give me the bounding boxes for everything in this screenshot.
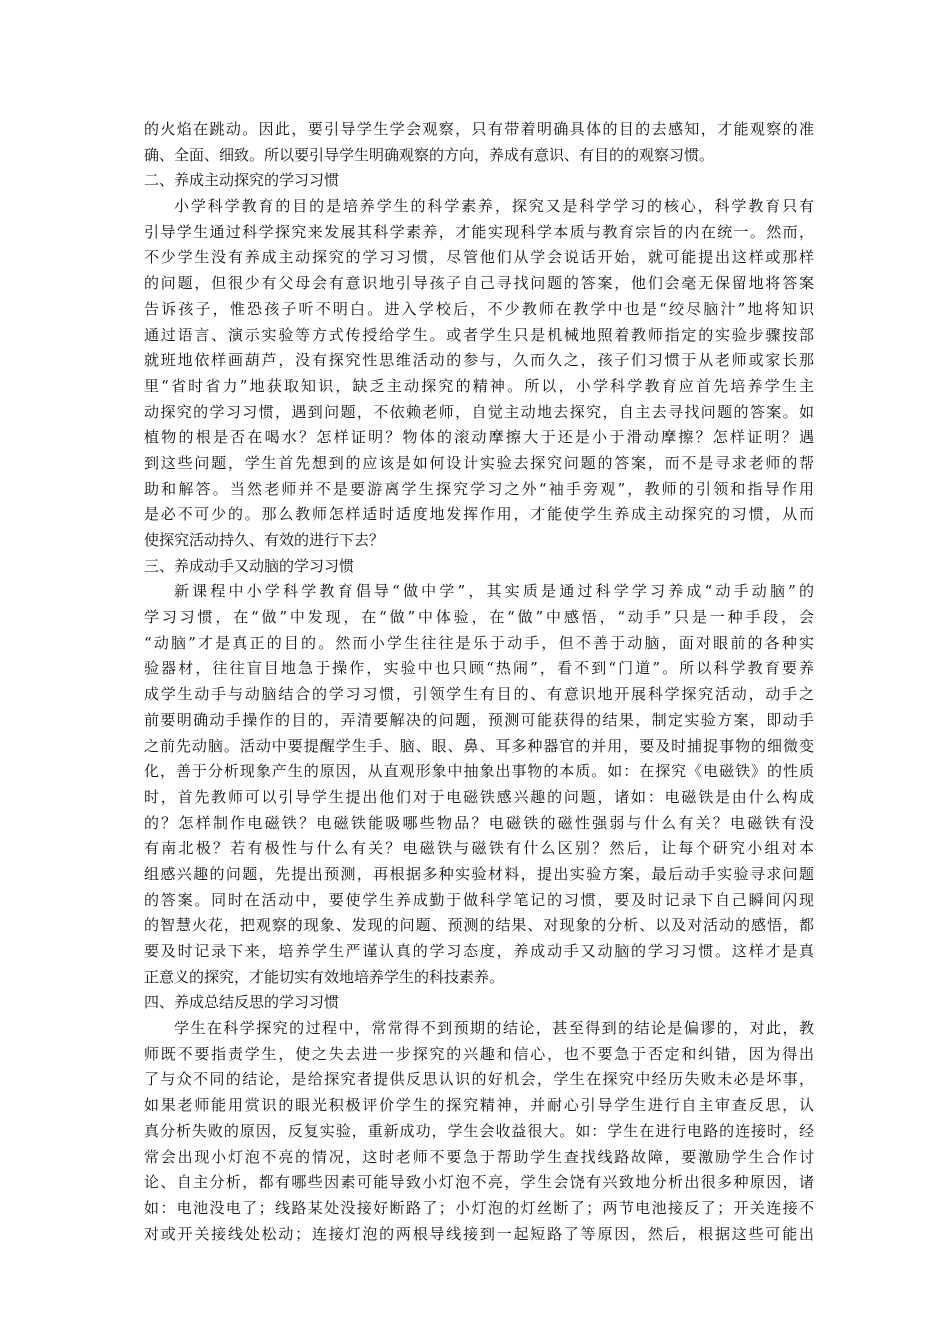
text-line: 如果老师能用赏识的眼光积极评价学生的探究精神，并耐心引导学生进行自主审查反思，认 [144, 1096, 814, 1115]
text-line: 动探究的学习习惯，遇到问题，不依赖老师，自觉主动地去探究，自主去寻找问题的答案。如 [144, 402, 814, 421]
text-line: 对或开关接线处松动；连接灯泡的两根导线接到一起短路了等原因，然后，根据这些可能出 [144, 1224, 814, 1243]
document-body [144, 117, 814, 1247]
text-line: 使探究活动持久、有效的进行下去？ [144, 531, 385, 549]
text-line: 了与众不同的结论，是给探究者提供反思认识的好机会，学生在探究中经历失败未必是坏事， [144, 1070, 814, 1089]
text-line: 如：电池没电了；线路某处没接好断路了；小灯泡的灯丝断了；两节电池接反了；开关连接不 [144, 1198, 814, 1217]
text-line: 要及时记录下来，培养学生严谨认真的学习态度，养成动手又动脑的学习习惯。这样才是真 [144, 942, 814, 960]
text-line: 真分析失败的原因，反复实验，重新成功，学生会收益很大。如：学生在进行电路的连接时，经 [144, 1121, 814, 1140]
text-line: 正意义的探究，才能切实有效地培养学生的科技素养。 [144, 967, 505, 986]
text-line: 到这些问题，学生首先想到的应该是如何设计实验去探究问题的答案，而不是寻求老师的帮 [144, 453, 814, 472]
text-line: 组感兴趣的问题，先提出预测，再根据多种实验材料，提出实验方案，最后动手实验寻求问题 [144, 864, 814, 883]
text-line: 新课程中小学科学教育倡导“做中学”，其实质是通过科学学习养成“动手动脑”的 [174, 582, 814, 601]
text-line: 的问题，但很少有父母会有意识地引导孩子自己寻找问题的答案，他们会毫无保留地将答案 [144, 274, 814, 293]
text-line: 告诉孩子，惟恐孩子听不明白。进入学校后，不少教师在教学中也是“绞尽脑汁”地将知识 [144, 299, 814, 318]
text-line: 助和解答。当然老师并不是要游离学生探究学习之外“袖手旁观”，教师的引领和指导作用 [144, 479, 814, 498]
text-line: 不少学生没有养成主动探究的学习习惯，尽管他们从学会说话开始，就可能提出这样或那样 [144, 248, 814, 267]
text-line: 植物的根是否在喝水？怎样证明？物体的滚动摩擦大于还是小于滑动摩擦？怎样证明？遇 [144, 428, 814, 447]
text-line: 里“省时省力”地获取知识，缺乏主动探究的精神。所以，小学科学教育应首先培养学生主 [144, 376, 814, 395]
text-line: 确、全面、细致。所以要引导学生明确观察的方向，养成有意识、有目的的观察习惯。 [144, 145, 715, 164]
text-line: 的火焰在跳动。因此，要引导学生学会观察，只有带着明确具体的目的去感知，才能观察的准 [144, 120, 814, 138]
text-line: 的智慧火花，把观察的现象、发现的问题、预测的结果、对现象的分析、以及对活动的感悟，都 [144, 916, 814, 935]
text-line: 之前先动脑。活动中要提醒学生手、脑、眼、鼻、耳多种器官的并用，要及时捕捉事物的细微变 [144, 736, 814, 755]
text-line: 学生在科学探究的过程中，常常得不到预期的结论，甚至得到的结论是偏谬的，对此，教 [174, 1019, 814, 1038]
text-line: 师既不要指责学生，使之失去进一步探究的兴趣和信心，也不要急于否定和纠错，因为得出 [144, 1044, 814, 1063]
paragraph [144, 194, 814, 554]
section-heading: 三、养成动手又动脑的学习习惯 [144, 556, 355, 575]
text-line: 论、自主分析，都有哪些因素可能导致小灯泡不亮，学生会饶有兴致地分析出很多种原因，诸 [144, 1173, 814, 1192]
text-line: 的？怎样制作电磁铁？电磁铁能吸哪些物品？电磁铁的磁性强弱与什么有关？电磁铁有没 [144, 813, 814, 832]
text-line: 验器材，往往盲目地急于操作，实验中也只顾“热闹”，看不到“门道”。所以科学教育要养 [144, 659, 814, 678]
text-line: 前要明确动手操作的目的，弄清要解决的问题，预测可能获得的结果，制定实验方案，即动手 [144, 710, 814, 729]
text-line: 小学科学教育的目的是培养学生的科学素养，探究又是科学学习的核心，科学教育只有 [174, 197, 814, 216]
paragraph [144, 1016, 814, 1247]
section-heading: 四、养成总结反思的学习习惯 [144, 993, 340, 1012]
section-heading: 二、养成主动探究的学习习惯 [144, 171, 340, 190]
text-line: 常会出现小灯泡不亮的情况，这时老师不要急于帮助学生查找线路故障，要激励学生合作讨 [144, 1147, 814, 1166]
text-line: 化，善于分析现象产生的原因，从直观形象中抽象出事物的本质。如：在探究《电磁铁》的性质 [144, 762, 814, 781]
text-line: 是必不可少的。那么教师怎样适时适度地发挥作用，才能使学生养成主动探究的习惯，从而 [144, 505, 814, 524]
text-line: 有南北极？若有极性与什么有关？电磁铁与磁铁有什么区别？然后，让每个研究小组对本 [144, 839, 814, 858]
paragraph [144, 579, 814, 990]
text-line: “动脑”才是真正的目的。然而小学生往往是乐于动手，但不善于动脑，面对眼前的各种实 [144, 633, 814, 652]
paragraph-continuation [144, 117, 814, 168]
text-line: 通过语言、演示实验等方式传授给学生。或者学生只是机械地照着教师指定的实验步骤按部 [144, 325, 814, 344]
text-line: 就班地依样画葫芦，没有探究性思维活动的参与，久而久之，孩子们习惯于从老师或家长那 [144, 351, 814, 370]
text-line: 的答案。同时在活动中，要使学生养成勤于做科学笔记的习惯，要及时记录下自己瞬间闪现 [144, 890, 814, 909]
text-line: 时，首先教师可以引导学生提出他们对于电磁铁感兴趣的问题，诸如：电磁铁是由什么构成 [144, 787, 814, 806]
text-line: 成学生动手与动脑结合的学习习惯，引领学生有目的、有意识地开展科学探究活动，动手之 [144, 685, 814, 704]
text-line: 引导学生通过科学探究来发展其科学素养，才能实现科学本质与教育宗旨的内在统一。然而， [144, 222, 814, 241]
text-line: 学习习惯，在“做”中发现，在“做”中体验，在“做”中感悟，“动手”只是一种手段，会 [144, 608, 814, 627]
